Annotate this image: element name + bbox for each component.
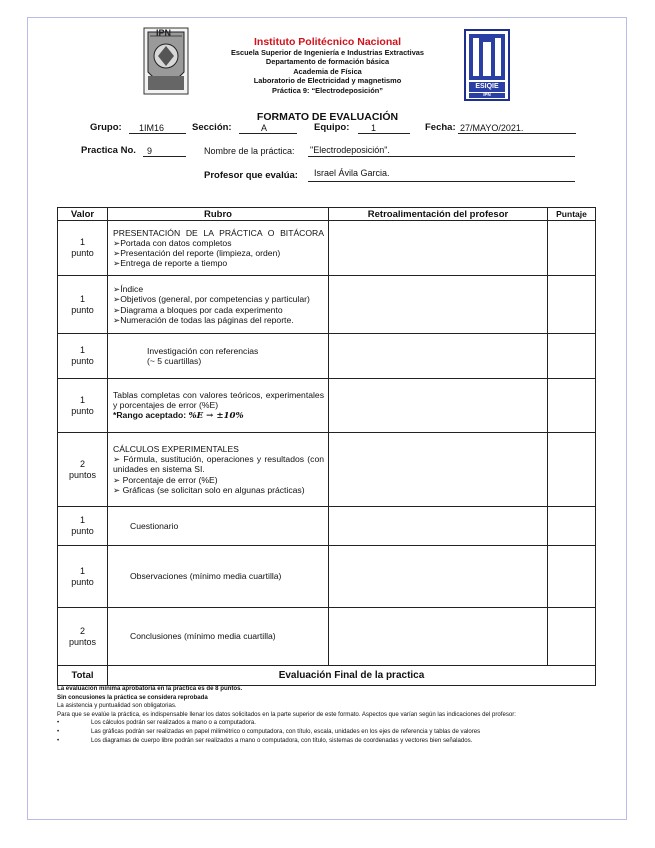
- bullet-icon: •: [57, 736, 60, 744]
- final-evaluation-label: Evaluación Final de la practica: [108, 666, 596, 686]
- valor-cell: 1 punto: [58, 546, 108, 608]
- institution-name: Instituto Politécnico Nacional: [253, 36, 401, 48]
- score-cell[interactable]: [548, 276, 596, 334]
- practice-line: Práctica 9: “Electrodeposición”: [272, 85, 383, 95]
- valor-cell: 2 puntos: [58, 608, 108, 666]
- rubro-line: (~ 5 cuartillas): [147, 356, 202, 366]
- ipn-logo: [140, 26, 192, 98]
- list-item: [57, 737, 597, 746]
- rubro-line: [113, 410, 324, 421]
- rubric-table: [57, 207, 596, 686]
- rubro-cell: [108, 334, 329, 379]
- profesor-value: Israel Ávila Garcia.: [314, 168, 390, 178]
- note-instructions: Para que se evalúe la práctica, es indispensable llenar los datos solicitados en la parte superior de este formato. Aspectos que varían según las indicaciones del profesor:: [57, 710, 516, 718]
- rubro-cell: [108, 433, 329, 507]
- feedback-cell[interactable]: [329, 507, 548, 546]
- rubro-cell: [108, 507, 329, 546]
- rango-label: *Rango aceptado:: [113, 410, 187, 421]
- rubro-line: ➢Entrega de reporte a tiempo: [113, 258, 228, 269]
- feedback-cell[interactable]: [329, 221, 548, 276]
- rubro-line: ➢Índice: [113, 284, 144, 295]
- lab-name: Laboratorio de Electricidad y magnetismo: [253, 76, 402, 86]
- profesor-label: Profesor que evalúa:: [204, 170, 298, 181]
- notes-block: [57, 685, 597, 745]
- note-bold-2: Sin concusiones la práctica se considera reprobada: [57, 693, 208, 701]
- esiqie-logo-text: ESIQIE: [475, 83, 499, 90]
- rubro-line: Observaciones (mínimo media cuartilla): [130, 571, 282, 582]
- rubro-line: ➢Portada con datos completos: [113, 237, 232, 248]
- seccion-value: A: [261, 123, 268, 133]
- score-cell[interactable]: [548, 507, 596, 546]
- score-cell[interactable]: [548, 608, 596, 666]
- note-bold-1: La evaluación mínima aprobatoria en la práctica es de 8 puntos.: [57, 685, 243, 692]
- rubro-line: ➢ Gráficas (se solicitan solo en algunas prácticas): [113, 484, 305, 495]
- rango-value: %E → ±10%: [188, 411, 244, 422]
- table-row: [58, 276, 596, 334]
- table-row: [58, 433, 596, 507]
- ipn-logo-text: IPN: [156, 28, 172, 38]
- table-header-row: [58, 208, 596, 221]
- practica-no-value: 9: [147, 146, 153, 156]
- feedback-cell[interactable]: [329, 433, 548, 507]
- rubro-cell: [108, 546, 329, 608]
- rubro-cell: [108, 221, 329, 276]
- bullet-text: Las gráficas podrán ser realizadas en papel milimétrico o computadora, con título, escala, unidades en los ejes de referencia y tablas de valores: [91, 727, 481, 735]
- nombre-label: Nombre de la práctica:: [204, 146, 295, 156]
- bullet-icon: •: [57, 727, 60, 735]
- total-label: Total: [58, 666, 108, 686]
- header-block: [195, 38, 460, 96]
- rubro-line: ➢Diagrama a bloques por cada experimento: [113, 304, 283, 315]
- header-retroalimentacion: Retroalimentación del profesor: [329, 208, 548, 221]
- nombre-underline: [308, 156, 575, 157]
- rubro-line: CÁLCULOS EXPERIMENTALES: [113, 443, 239, 454]
- rubro-line: ➢ Fórmula, sustitución, operaciones y resultados (con unidades en sistema SI.: [113, 454, 324, 475]
- rubro-line: ➢Objetivos (general, por competencias y particular): [113, 294, 310, 305]
- table-row: [58, 608, 596, 666]
- equipo-label: Equipo:: [314, 122, 350, 133]
- table-row: [58, 507, 596, 546]
- list-item: [57, 728, 597, 737]
- valor-cell: 1 punto: [58, 379, 108, 433]
- feedback-cell[interactable]: [329, 608, 548, 666]
- rubro-line: Tablas completas con valores teóricos, experimentales y porcentajes de error (%E): [113, 389, 324, 410]
- score-cell[interactable]: [548, 433, 596, 507]
- header-valor: Valor: [58, 208, 108, 221]
- profesor-underline: [308, 181, 575, 182]
- practica-no-label: Practica No.: [81, 145, 136, 156]
- valor-cell: 1 punto: [58, 276, 108, 334]
- table-row: [58, 379, 596, 433]
- rubro-line: Investigación con referencias: [147, 345, 259, 356]
- note-conclusions: [57, 694, 597, 703]
- header-puntaje: Puntaje: [548, 208, 596, 221]
- note-minimum-score: [57, 685, 597, 694]
- valor-cell: 2 puntos: [58, 433, 108, 507]
- rubro-line: Cuestionario: [130, 520, 179, 531]
- feedback-cell[interactable]: [329, 334, 548, 379]
- form-title: FORMATO DE EVALUACIÓN: [256, 111, 399, 123]
- equipo-value: 1: [371, 123, 377, 133]
- score-cell[interactable]: [548, 221, 596, 276]
- table-row: [58, 546, 596, 608]
- total-row: [58, 666, 596, 686]
- grupo-label: Grupo:: [90, 122, 122, 133]
- seccion-label: Sección:: [192, 122, 232, 133]
- equipo-underline: [358, 133, 410, 134]
- valor-cell: 1 punto: [58, 507, 108, 546]
- note-attendance: La asistencia y puntualidad son obligatorias.: [57, 702, 177, 710]
- score-cell[interactable]: [548, 379, 596, 433]
- fecha-value: 27/MAYO/2021.: [460, 123, 524, 133]
- table-row: [58, 334, 596, 379]
- feedback-cell[interactable]: [329, 546, 548, 608]
- academy-name: Academia de Física: [293, 66, 362, 76]
- fecha-label: Fecha:: [425, 122, 456, 133]
- rubro-cell: [108, 608, 329, 666]
- school-name: Escuela Superior de Ingeniería e Industrias Extractivas: [230, 47, 425, 57]
- rubro-line: ➢ Porcentaje de error (%E): [113, 474, 218, 485]
- grupo-underline: [129, 133, 186, 134]
- feedback-cell[interactable]: [329, 379, 548, 433]
- esiqie-logo: [463, 28, 511, 102]
- header-rubro: Rubro: [108, 208, 329, 221]
- department-name: Departamento de formación básica: [265, 57, 390, 67]
- rubro-line: PRESENTACIÓN DE LA PRÁCTICA O BITÁCORA: [113, 227, 324, 238]
- esiqie-logo-sub: IPN: [483, 92, 491, 97]
- bullet-icon: •: [57, 719, 60, 727]
- table-row: [58, 221, 596, 276]
- practica-no-underline: [143, 156, 186, 157]
- grupo-value: 1IM16: [139, 123, 165, 133]
- rubro-line: ➢Numeración de todas las páginas del reporte.: [113, 314, 294, 325]
- rubro-line: ➢Presentación del reporte (limpieza, orden): [113, 248, 281, 258]
- score-cell[interactable]: [548, 334, 596, 379]
- bullet-text: Los diagramas de cuerpo libre podrán ser realizados a mano o computadora, con título, sistemas de coordenadas y vectores bien señalados.: [91, 736, 473, 744]
- bullet-text: Los cálculos podrán ser realizados a mano o a computadora.: [91, 719, 256, 727]
- seccion-underline: [239, 133, 297, 134]
- valor-cell: 1 punto: [58, 334, 108, 379]
- valor-cell: 1 punto: [58, 221, 108, 276]
- score-cell[interactable]: [548, 546, 596, 608]
- rubro-cell: [108, 276, 329, 334]
- rubro-cell: [108, 379, 329, 433]
- list-item: [57, 719, 597, 728]
- fecha-underline: [458, 133, 576, 134]
- feedback-cell[interactable]: [329, 276, 548, 334]
- nombre-value: "Electrodeposición".: [310, 145, 390, 155]
- rubro-line: Conclusiones (mínimo media cuartilla): [130, 631, 276, 642]
